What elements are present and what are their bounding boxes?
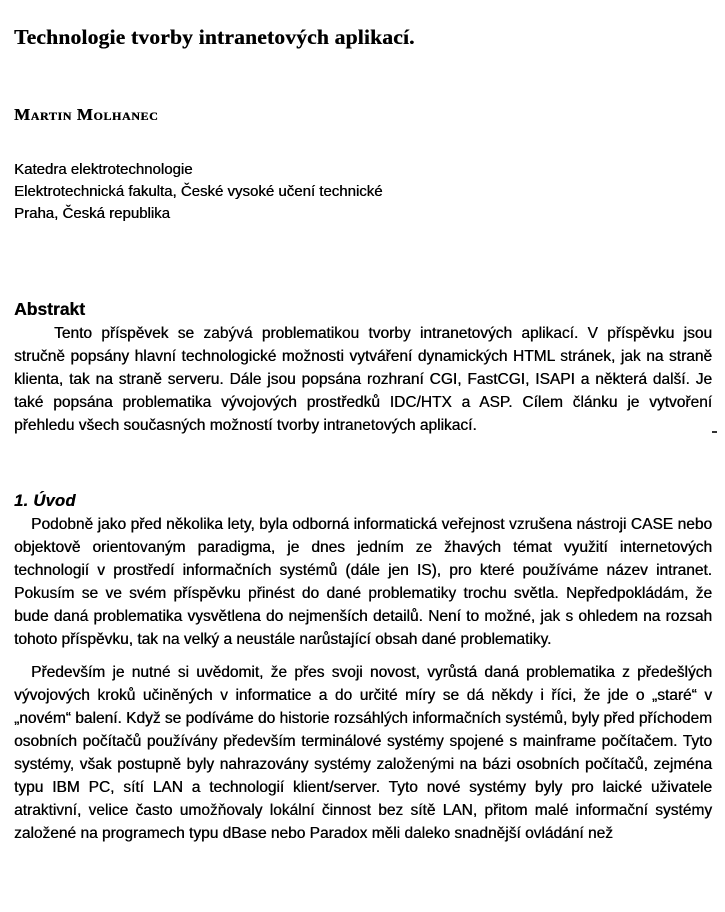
abstract-heading: Abstrakt xyxy=(14,299,85,319)
page-title: Technologie tvorby intranetových aplikací. xyxy=(14,25,415,49)
affiliation-line-department: Katedra elektrotechnologie xyxy=(14,161,193,178)
author-name: Martin Molhanec xyxy=(14,105,159,124)
section-heading-uvod: 1. Úvod xyxy=(14,492,76,510)
affiliation-block xyxy=(14,159,712,225)
scan-noise-speck xyxy=(712,431,717,433)
affiliation-line-faculty: Elektrotechnická fakulta, České vysoké učení technické xyxy=(14,183,383,200)
affiliation-line-city: Praha, Česká republika xyxy=(14,205,170,222)
intro-paragraph-1: Podobně jako před několika lety, byla odborná informatická veřejnost vzrušena nástroji CASE nebo objektově orientovaným paradigma, je dnes jedním ze žhavých témat využití internetových technologií v prostředí informačních systémů (dále jen IS), pro které používáme název intranet. Pokusím se ve svém příspěvku přinést do dané problematiky trochu světla. Nepředpokládám, že bude daná problematika vysvětlena do nejmenších detailů. Není to možné, jak s ohledem na rozsah tohoto příspěvku, tak na velký a neustále narůstající obsah dané problematiky. xyxy=(14,516,712,648)
intro-paragraph-2: Především je nutné si uvědomit, že přes svoji novost, vyrůstá daná problematika z předešlých vývojových kroků učiněných v informatice a do určité míry se dá někdy i říci, že jde o „staré“ v „novém“ balení. Když se podíváme do historie rozsáhlých informačních systémů, byly před příchodem osobních počítačů používány především terminálové systémy spojené s mainframe počítačem. Tyto systémy, však postupně byly nahrazovány systémy založenými na bázi osobních počítačů, zejména typu IBM PC, sítí LAN a technologií klient/server. Tyto nové systémy byly pro laické uživatele atraktivní, velice často umožňovaly lokální činnost bez sítě LAN, přitom malé informační systémy založené na programech typu dBase nebo Paradox měli daleko snadnější ovládání než xyxy=(14,664,712,842)
abstract-text: Tento příspěvek se zabývá problematikou tvorby intranetových aplikací. V příspěvku jsou stručně popsány hlavní technologické možnosti vytváření dynamických HTML stránek, jak na straně klienta, tak na straně serveru. Dále jsou popsána rozhraní CGI, FastCGI, ISAPI a některá další. Je také popsána problematika vývojových prostředků IDC/HTX a ASP. Cílem článku je vytvoření přehledu všech současných možností tvorby intranetových aplikací. xyxy=(14,325,712,434)
